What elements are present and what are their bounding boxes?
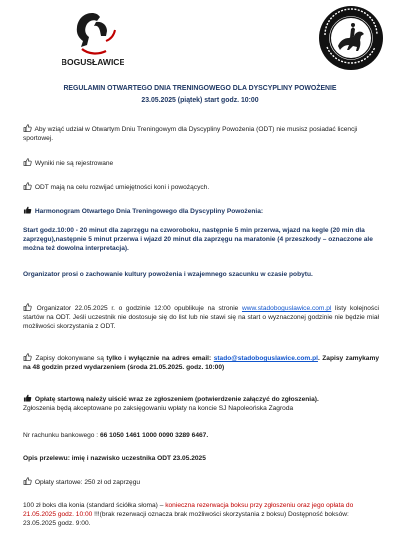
- licence-note: [23, 124, 379, 143]
- boxes-text-1: 100 zł boks dla konia (standard ściółka słoma) –: [23, 502, 164, 509]
- purpose-text: ODT mają na celu rozwijać umiejętności koni i powożących.: [34, 184, 210, 191]
- results-note: [23, 158, 379, 168]
- boxes-text-2: !!!(brak rezerwacji oznacza brak możliwości skorzystania z boksu) Dostępność boksów: 23.05.2025 godz. 9:00.: [23, 511, 349, 528]
- napoleonska-zagroda-logo: [318, 5, 384, 71]
- boxes-note: [23, 501, 379, 528]
- fee-heading: [23, 394, 379, 404]
- boxes-reservation-warning: konieczna rezerwacja boksu przy zgłoszeniu oraz jego opłata do 21.05.2025 godz. 10:00: [23, 502, 354, 519]
- thumbs-up-icon: [23, 477, 32, 485]
- licence-text: Aby wziąć udział w Otwartym Dniu Treningowym dla Dyscypliny Powożenia (ODT) nie musisz posiadać licencji sportowej.: [23, 126, 358, 143]
- results-text: Wyniki nie są rejestrowane: [34, 160, 114, 167]
- start-list-text-2: listy kolejności startów na ODT. Jeśli uczestnik nie dostosuje się do list lub nie stawi się na start o wyznaczonej godzinie nie będzie miał możliwości skorzystania z ODT.: [23, 305, 379, 331]
- start-list-note: [23, 303, 379, 331]
- thumbs-up-icon: [23, 353, 32, 361]
- fee-heading-text: Opłatę startową należy uiścić wraz ze zgłoszeniem (potwierdzenie załączyć do zgłoszenia).: [34, 396, 319, 403]
- email-link[interactable]: stado@stadoboguslawice.com.pl: [213, 355, 318, 362]
- thumbs-up-icon: [23, 182, 32, 190]
- fee-text: Zgłoszenia będą akceptowane po zaksięgowaniu wpłaty na koncie SJ Napoleońska Zagroda: [23, 405, 294, 413]
- start-fees: [23, 477, 379, 487]
- page-title: REGULAMIN OTWARTEGO DNIA TRENINGOWEGO DLA DYSCYPLINY POWOŻENIE: [63, 85, 337, 92]
- thumbs-up-icon: [23, 124, 32, 132]
- stadnina-boguslawice-logo: [62, 7, 124, 67]
- entries-note: [23, 353, 379, 372]
- organizer-request: Organizator prosi o zachowanie kultury powożenia i wzajemnego szacunku w czasie pobytu.: [23, 271, 313, 278]
- fee-section: [23, 394, 379, 413]
- entries-text-bold: tylko i wyłącznie na adres email:: [106, 355, 212, 362]
- start-list-text-1: Organizator 22.05.2025 r. o godzinie 12:00 opublikuje na stronie: [36, 305, 239, 312]
- schedule-text: Start godz.10:00 - 20 minut dla zaprzęgu na czworoboku, następnie 5 min przerwa, wjazd na kegle (20 min dla zaprzęgu),następnie 5 minut przerwa i wjazd 20 minut dla zaprzęgu na maratonie (4 przeszkody – oznaczone ale można też dowolna interpretacja).: [23, 227, 373, 253]
- entries-text-1: Zapisy dokonywane są: [35, 355, 104, 362]
- thumbs-up-filled-icon: [23, 206, 32, 214]
- schedule-heading: [23, 206, 379, 216]
- thumbs-up-icon: [23, 303, 32, 311]
- transfer-note: Opis przelewu: imię i nazwisko uczestnika ODT 23.05.2025: [23, 455, 206, 462]
- thumbs-up-icon: [23, 158, 32, 166]
- thumbs-up-filled-icon: [23, 394, 32, 402]
- schedule-heading-text: Harmonogram Otwartego Dnia Treningowego dla Dyscypliny Powożenia:: [34, 208, 264, 215]
- entries-deadline: . Zapisy zamykamy na 48 godzin przed wydarzeniem (środa 21.05.2025. godz. 10:00): [23, 355, 380, 372]
- svg-text:BOGUSŁAWICE: BOGUSŁAWICE: [62, 57, 124, 67]
- account-label: Nr rachunku bankowego :: [23, 432, 99, 439]
- bank-account: [23, 431, 379, 440]
- event-date: 23.05.2025 (piątek) start godz. 10:00: [141, 97, 259, 104]
- start-fees-text: Opłaty startowe: 250 zł od zaprzęgu: [34, 479, 141, 486]
- account-number: 66 1050 1461 1000 0090 3289 6467.: [99, 432, 209, 439]
- website-link[interactable]: www.stadoboguslawice.com.pl: [241, 305, 332, 312]
- purpose-note: [23, 182, 379, 192]
